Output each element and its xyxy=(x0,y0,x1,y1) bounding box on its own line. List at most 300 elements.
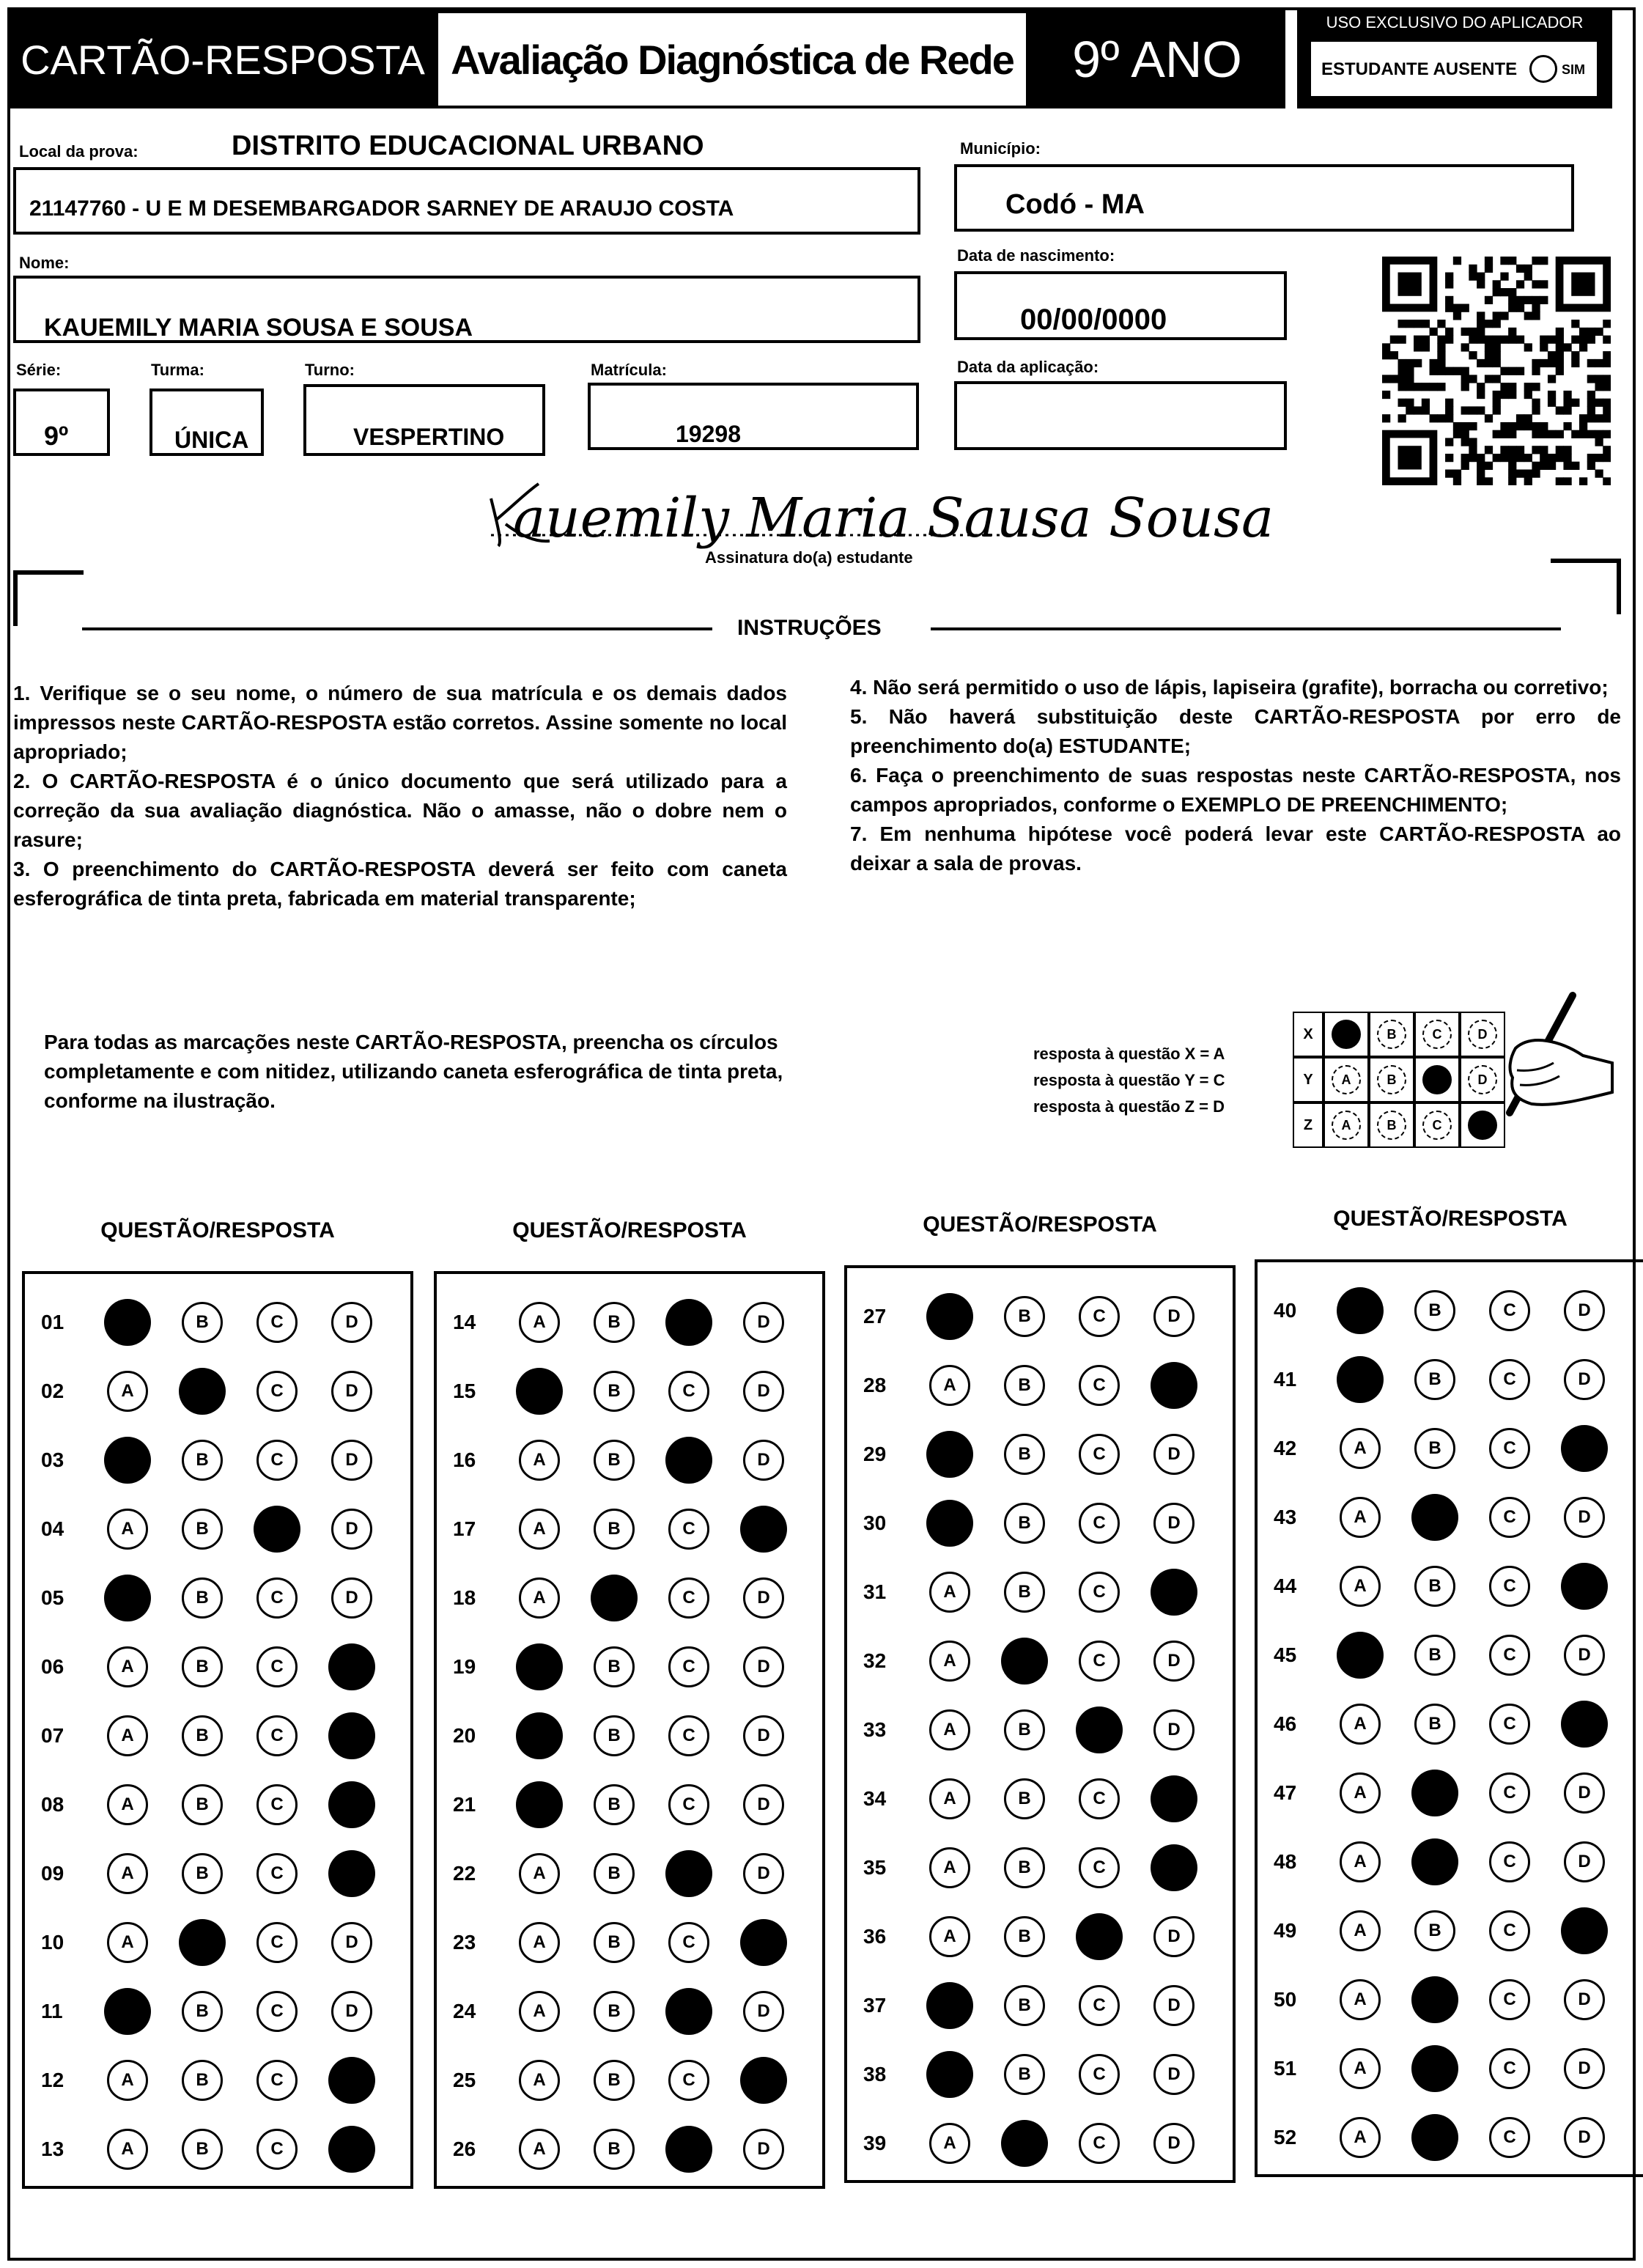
question-number: 34 xyxy=(863,1787,887,1810)
answer-bubble-d[interactable]: D xyxy=(1564,1772,1605,1814)
answer-bubble-d[interactable]: D xyxy=(331,1440,372,1481)
answer-bubble-b[interactable]: B xyxy=(594,2060,635,2101)
nascimento-value: 00/00/0000 xyxy=(1020,303,1167,336)
answer-bubble-c[interactable]: C xyxy=(256,2129,298,2170)
answer-bubble-d[interactable]: D xyxy=(1153,2123,1195,2164)
answer-bubble-c[interactable]: C xyxy=(1489,1428,1530,1469)
instructions-left xyxy=(13,679,787,913)
question-number: 21 xyxy=(453,1793,476,1816)
answer-bubble-c[interactable]: C xyxy=(1489,1497,1530,1538)
answer-bubble-a[interactable]: A xyxy=(519,1302,560,1343)
answer-bubble-a[interactable]: A xyxy=(519,2060,560,2101)
instruction-3: 3. O preenchimento do CARTÃO-RESPOSTA deverá ser feito com caneta esferográfica de tinta preta, fabricada em material transparente; xyxy=(13,858,787,910)
question-number: 02 xyxy=(41,1380,64,1402)
answer-bubble-c[interactable]: C xyxy=(256,1922,298,1963)
answer-bubble-a[interactable] xyxy=(926,2051,973,2098)
answer-bubble-d[interactable]: D xyxy=(743,1371,784,1412)
answer-bubble-d[interactable] xyxy=(1151,1362,1197,1409)
question-number: 38 xyxy=(863,2063,887,2085)
answer-bubble-b[interactable]: B xyxy=(182,1509,223,1550)
answer-bubble-a[interactable]: A xyxy=(107,1853,148,1894)
answer-bubble-c[interactable]: C xyxy=(256,2060,298,2101)
answer-bubble-b[interactable] xyxy=(1411,2045,1458,2092)
example-bubble: D xyxy=(1468,1065,1497,1094)
answer-bubble-c[interactable]: C xyxy=(1079,1847,1120,1888)
answer-bubble-c[interactable]: C xyxy=(668,1371,709,1412)
answer-bubble-b[interactable]: B xyxy=(594,1646,635,1687)
answer-bubble-d[interactable] xyxy=(1561,1425,1608,1472)
answer-bubble-a[interactable]: A xyxy=(107,1371,148,1412)
applicator-label: USO EXCLUSIVO DO APLICADOR xyxy=(1326,13,1584,32)
answer-bubble-c[interactable] xyxy=(665,2126,712,2173)
example-bubble: D xyxy=(1468,1020,1497,1049)
answer-bubble-d[interactable]: D xyxy=(1153,1434,1195,1475)
answer-bubble-b[interactable] xyxy=(179,1919,226,1966)
column-title: QUESTÃO/RESPOSTA xyxy=(100,1218,335,1242)
answer-bubble-a[interactable]: A xyxy=(519,1577,560,1619)
answer-bubble-b[interactable]: B xyxy=(594,1302,635,1343)
answer-bubble-b[interactable] xyxy=(179,1368,226,1415)
answer-bubble-b[interactable]: B xyxy=(182,1715,223,1756)
answer-bubble-c[interactable]: C xyxy=(256,1853,298,1894)
question-number: 03 xyxy=(41,1448,64,1471)
example-line-y: resposta à questão Y = C xyxy=(1033,1071,1225,1089)
example-lines xyxy=(1033,1041,1225,1120)
answer-bubble-b[interactable]: B xyxy=(594,1922,635,1963)
answer-bubble-a[interactable]: A xyxy=(1340,1772,1381,1814)
answer-bubble-b[interactable]: B xyxy=(1004,2054,1045,2095)
answer-bubble-b[interactable]: B xyxy=(1004,1503,1045,1544)
answer-bubble-d[interactable] xyxy=(328,2126,375,2173)
question-number: 31 xyxy=(863,1580,887,1603)
question-number: 05 xyxy=(41,1586,64,1609)
question-number: 15 xyxy=(453,1380,476,1402)
answer-bubble-b[interactable] xyxy=(1411,1770,1458,1816)
answer-column-1 xyxy=(22,1271,413,2189)
answer-bubble-c[interactable] xyxy=(665,1437,712,1484)
answer-bubble-d[interactable]: D xyxy=(1153,1916,1195,1957)
answer-bubble-a[interactable] xyxy=(516,1712,563,1759)
answer-bubble-b[interactable] xyxy=(1411,1838,1458,1885)
answer-bubble-b[interactable]: B xyxy=(1414,1704,1455,1745)
answer-bubble-a[interactable] xyxy=(926,1982,973,2029)
answer-bubble-d[interactable]: D xyxy=(743,1853,784,1894)
answer-bubble-b[interactable]: B xyxy=(1414,1566,1455,1607)
question-number: 06 xyxy=(41,1655,64,1678)
answer-bubble-d[interactable] xyxy=(328,1850,375,1897)
nascimento-box xyxy=(954,271,1287,340)
answer-bubble-d[interactable]: D xyxy=(331,1577,372,1619)
answer-bubble-c[interactable]: C xyxy=(256,1991,298,2032)
question-number: 49 xyxy=(1274,1919,1297,1942)
answer-bubble-c[interactable]: C xyxy=(1079,1503,1120,1544)
answer-bubble-a[interactable] xyxy=(516,1643,563,1690)
answer-bubble-a[interactable] xyxy=(104,1299,151,1346)
answer-bubble-b[interactable]: B xyxy=(1004,1296,1045,1337)
answer-bubble-c[interactable]: C xyxy=(1489,1290,1530,1331)
answer-bubble-a[interactable]: A xyxy=(1340,1497,1381,1538)
answer-bubble-c[interactable]: C xyxy=(1079,1778,1120,1819)
answer-bubble-c[interactable]: C xyxy=(668,2060,709,2101)
answer-bubble-d[interactable]: D xyxy=(743,1440,784,1481)
answer-bubble-c[interactable]: C xyxy=(256,1371,298,1412)
question-number: 45 xyxy=(1274,1643,1297,1666)
answer-bubble-c[interactable]: C xyxy=(668,1646,709,1687)
answer-bubble-b[interactable] xyxy=(1001,1638,1048,1685)
answer-bubble-a[interactable] xyxy=(516,1781,563,1828)
answer-bubble-c[interactable]: C xyxy=(256,1440,298,1481)
answer-bubble-d[interactable]: D xyxy=(331,1509,372,1550)
answer-bubble-d[interactable] xyxy=(328,1781,375,1828)
answer-bubble-b[interactable]: B xyxy=(182,2060,223,2101)
answer-bubble-a[interactable] xyxy=(926,1500,973,1547)
answer-bubble-c[interactable]: C xyxy=(668,1784,709,1825)
example-bubble: A xyxy=(1332,1065,1361,1094)
answer-bubble-b[interactable] xyxy=(1001,2120,1048,2167)
answer-bubble-c[interactable]: C xyxy=(668,1715,709,1756)
question-number: 23 xyxy=(453,1931,476,1954)
answer-bubble-b[interactable]: B xyxy=(182,1853,223,1894)
applicator-box xyxy=(1297,10,1612,108)
answer-bubble-d[interactable]: D xyxy=(1153,1985,1195,2026)
nome-label: Nome: xyxy=(19,254,70,272)
answer-bubble-b[interactable]: B xyxy=(182,1991,223,2032)
answer-bubble-d[interactable] xyxy=(1561,1701,1608,1748)
answer-bubble-c[interactable]: C xyxy=(256,1646,298,1687)
municipio-box xyxy=(954,164,1574,232)
answer-bubble-b[interactable]: B xyxy=(1414,1290,1455,1331)
answer-bubble-b[interactable]: B xyxy=(594,1853,635,1894)
question-number: 36 xyxy=(863,1925,887,1948)
answer-bubble-a[interactable]: A xyxy=(929,1847,970,1888)
example-filled-bubble xyxy=(1332,1020,1361,1049)
question-number: 16 xyxy=(453,1448,476,1471)
answer-bubble-a[interactable] xyxy=(1337,1287,1384,1334)
example-row-label: Z xyxy=(1293,1102,1323,1148)
school-value: 21147760 - U E M DESEMBARGADOR SARNEY DE ARAUJO COSTA xyxy=(29,196,734,221)
answer-bubble-b[interactable]: B xyxy=(182,1302,223,1343)
answer-bubble-a[interactable]: A xyxy=(1340,2117,1381,2158)
answer-bubble-b[interactable] xyxy=(1411,2114,1458,2161)
answer-bubble-d[interactable] xyxy=(1151,1844,1197,1891)
answer-bubble-c[interactable]: C xyxy=(1079,1296,1120,1337)
answer-bubble-b[interactable]: B xyxy=(1414,1428,1455,1469)
answer-bubble-a[interactable] xyxy=(104,1988,151,2035)
answer-bubble-d[interactable]: D xyxy=(1153,1641,1195,1682)
answer-bubble-b[interactable]: B xyxy=(1004,1778,1045,1819)
answer-bubble-b[interactable] xyxy=(591,1575,638,1621)
column-title: QUESTÃO/RESPOSTA xyxy=(923,1212,1157,1237)
answer-bubble-c[interactable]: C xyxy=(1489,1635,1530,1676)
answer-bubble-b[interactable]: B xyxy=(1004,1709,1045,1750)
answer-bubble-a[interactable]: A xyxy=(107,1922,148,1963)
answer-bubble-d[interactable]: D xyxy=(743,1991,784,2032)
example-bubble: B xyxy=(1377,1111,1406,1140)
evaluation-title: Avaliação Diagnóstica de Rede xyxy=(435,10,1029,108)
answer-bubble-a[interactable]: A xyxy=(107,1715,148,1756)
example-line-z: resposta à questão Z = D xyxy=(1033,1097,1225,1116)
answer-bubble-b[interactable]: B xyxy=(1414,1359,1455,1400)
answer-bubble-c[interactable]: C xyxy=(1489,1979,1530,2020)
answer-bubble-c[interactable]: C xyxy=(1489,1566,1530,1607)
answer-bubble-c[interactable]: C xyxy=(1079,1985,1120,2026)
question-number: 43 xyxy=(1274,1506,1297,1528)
answer-bubble-d[interactable]: D xyxy=(1564,1841,1605,1882)
answer-bubble-b[interactable] xyxy=(1411,1494,1458,1541)
answer-bubble-a[interactable]: A xyxy=(107,2129,148,2170)
card-title: CARTÃO-RESPOSTA xyxy=(10,10,435,108)
answer-bubble-d[interactable]: D xyxy=(331,1302,372,1343)
question-number: 01 xyxy=(41,1311,64,1333)
instruction-2: 2. O CARTÃO-RESPOSTA é o único documento que será utilizado para a correção da sua avaliação diagnóstica. Não o amasse, não o dobre nem o rasure; xyxy=(13,770,787,851)
frame-corner-left xyxy=(13,570,84,626)
answer-bubble-c[interactable]: C xyxy=(1079,1434,1120,1475)
answer-bubble-d[interactable] xyxy=(1561,1907,1608,1954)
absent-option-label: SIM xyxy=(1562,62,1586,77)
answer-bubble-b[interactable]: B xyxy=(594,1509,635,1550)
question-number: 44 xyxy=(1274,1575,1297,1597)
answer-bubble-a[interactable] xyxy=(1337,1632,1384,1679)
answer-bubble-d[interactable]: D xyxy=(743,1715,784,1756)
answer-bubble-b[interactable]: B xyxy=(1004,1434,1045,1475)
answer-bubble-a[interactable] xyxy=(1337,1356,1384,1403)
answer-bubble-a[interactable]: A xyxy=(1340,1910,1381,1951)
grade-title: 9º ANO xyxy=(1029,10,1285,108)
question-number: 24 xyxy=(453,2000,476,2022)
answer-bubble-a[interactable] xyxy=(516,1368,563,1415)
serie-label: Série: xyxy=(16,361,62,379)
answer-bubble-a[interactable]: A xyxy=(519,1853,560,1894)
answer-bubble-a[interactable] xyxy=(926,1431,973,1478)
answer-bubble-d[interactable] xyxy=(740,1919,787,1966)
answer-bubble-d[interactable]: D xyxy=(743,2129,784,2170)
answer-bubble-d[interactable]: D xyxy=(1564,1497,1605,1538)
answer-bubble-d[interactable]: D xyxy=(331,1371,372,1412)
frame-corner-right xyxy=(1551,559,1621,614)
answer-bubble-c[interactable]: C xyxy=(1079,2054,1120,2095)
example-cell xyxy=(1323,1012,1369,1057)
question-number: 48 xyxy=(1274,1850,1297,1873)
answer-bubble-d[interactable]: D xyxy=(1153,1296,1195,1337)
nome-value: KAUEMILY MARIA SOUSA E SOUSA xyxy=(44,314,473,342)
answer-bubble-d[interactable]: D xyxy=(1564,1635,1605,1676)
answer-bubble-a[interactable]: A xyxy=(929,1778,970,1819)
answer-bubble-a[interactable]: A xyxy=(519,1440,560,1481)
answer-bubble-c[interactable] xyxy=(665,1850,712,1897)
answer-bubble-a[interactable]: A xyxy=(1340,1428,1381,1469)
answer-bubble-c[interactable] xyxy=(665,1988,712,2035)
turma-label: Turma: xyxy=(151,361,204,379)
answer-bubble-d[interactable]: D xyxy=(1564,1359,1605,1400)
answer-bubble-a[interactable]: A xyxy=(929,1365,970,1406)
example-line-x: resposta à questão X = A xyxy=(1033,1045,1225,1063)
answer-bubble-b[interactable]: B xyxy=(182,1440,223,1481)
nascimento-label: Data de nascimento: xyxy=(957,246,1115,265)
answer-bubble-b[interactable]: B xyxy=(182,1784,223,1825)
answer-bubble-a[interactable]: A xyxy=(929,1641,970,1682)
turno-value: VESPERTINO xyxy=(353,424,505,450)
answer-bubble-a[interactable]: A xyxy=(1340,2048,1381,2089)
question-number: 28 xyxy=(863,1374,887,1396)
question-number: 37 xyxy=(863,1994,887,2017)
column-title: QUESTÃO/RESPOSTA xyxy=(512,1218,747,1242)
example-cell xyxy=(1414,1012,1460,1057)
answer-bubble-a[interactable]: A xyxy=(107,1646,148,1687)
answer-bubble-d[interactable] xyxy=(740,1506,787,1553)
example-filled-bubble xyxy=(1422,1065,1452,1094)
answer-bubble-b[interactable]: B xyxy=(594,1991,635,2032)
answer-bubble-b[interactable]: B xyxy=(594,2129,635,2170)
answer-bubble-b[interactable]: B xyxy=(594,1440,635,1481)
question-number: 13 xyxy=(41,2138,64,2160)
answer-bubble-d[interactable]: D xyxy=(331,1922,372,1963)
answer-bubble-b[interactable]: B xyxy=(594,1715,635,1756)
answer-bubble-c[interactable]: C xyxy=(1489,1704,1530,1745)
answer-bubble-b[interactable]: B xyxy=(182,1646,223,1687)
column-title: QUESTÃO/RESPOSTA xyxy=(1333,1207,1568,1231)
example-cell xyxy=(1323,1102,1369,1148)
answer-bubble-a[interactable]: A xyxy=(107,1509,148,1550)
absent-bubble[interactable] xyxy=(1529,55,1557,83)
answer-bubble-d[interactable]: D xyxy=(331,1991,372,2032)
question-number: 18 xyxy=(453,1586,476,1609)
example-bubble: B xyxy=(1377,1065,1406,1094)
answer-bubble-a[interactable]: A xyxy=(1340,1841,1381,1882)
matricula-box xyxy=(588,383,919,450)
answer-bubble-b[interactable]: B xyxy=(182,2129,223,2170)
example-bubble: B xyxy=(1377,1020,1406,1049)
answer-bubble-c[interactable]: C xyxy=(256,1577,298,1619)
question-number: 09 xyxy=(41,1862,64,1885)
instructions-title: INSTRUÇÕES xyxy=(737,616,882,640)
answer-bubble-b[interactable] xyxy=(1411,1976,1458,2023)
answer-bubble-b[interactable]: B xyxy=(1004,1847,1045,1888)
answer-bubble-d[interactable] xyxy=(1561,1563,1608,1610)
answer-bubble-a[interactable]: A xyxy=(1340,1704,1381,1745)
answer-bubble-d[interactable]: D xyxy=(743,1784,784,1825)
answer-bubble-a[interactable]: A xyxy=(519,1509,560,1550)
answer-bubble-a[interactable] xyxy=(104,1437,151,1484)
answer-bubble-c[interactable]: C xyxy=(256,1784,298,1825)
turno-label: Turno: xyxy=(305,361,355,379)
answer-bubble-d[interactable]: D xyxy=(1564,2117,1605,2158)
answer-bubble-b[interactable]: B xyxy=(1004,1916,1045,1957)
answer-bubble-c[interactable]: C xyxy=(1079,1365,1120,1406)
answer-bubble-d[interactable]: D xyxy=(743,1646,784,1687)
question-number: 04 xyxy=(41,1517,64,1540)
answer-bubble-d[interactable] xyxy=(328,1643,375,1690)
answer-bubble-d[interactable]: D xyxy=(1564,1979,1605,2020)
answer-bubble-a[interactable]: A xyxy=(519,2129,560,2170)
answer-bubble-b[interactable]: B xyxy=(1004,1365,1045,1406)
answer-bubble-d[interactable] xyxy=(1151,1569,1197,1616)
answer-bubble-c[interactable]: C xyxy=(1489,2048,1530,2089)
answer-bubble-b[interactable]: B xyxy=(1004,1985,1045,2026)
answer-bubble-d[interactable]: D xyxy=(1153,1709,1195,1750)
answer-bubble-c[interactable]: C xyxy=(1489,1910,1530,1951)
question-number: 27 xyxy=(863,1305,887,1328)
question-number: 50 xyxy=(1274,1988,1297,2011)
answer-bubble-c[interactable] xyxy=(665,1299,712,1346)
answer-bubble-a[interactable]: A xyxy=(929,2123,970,2164)
question-number: 14 xyxy=(453,1311,476,1333)
answer-bubble-d[interactable]: D xyxy=(743,1577,784,1619)
answer-bubble-c[interactable]: C xyxy=(1079,1572,1120,1613)
answer-bubble-a[interactable]: A xyxy=(929,1572,970,1613)
answer-bubble-c[interactable] xyxy=(1076,1706,1123,1753)
answer-bubble-a[interactable] xyxy=(104,1575,151,1621)
answer-bubble-b[interactable]: B xyxy=(182,1577,223,1619)
answer-bubble-c[interactable]: C xyxy=(1489,1772,1530,1814)
question-number: 11 xyxy=(41,2000,63,2022)
answer-bubble-a[interactable]: A xyxy=(929,1916,970,1957)
answer-bubble-d[interactable]: D xyxy=(743,1302,784,1343)
example-cell xyxy=(1369,1102,1414,1148)
answer-bubble-b[interactable]: B xyxy=(1414,1910,1455,1951)
answer-bubble-b[interactable]: B xyxy=(594,1784,635,1825)
aplicacao-label: Data da aplicação: xyxy=(957,358,1099,376)
question-number: 39 xyxy=(863,2132,887,2154)
answer-bubble-a[interactable]: A xyxy=(1340,1979,1381,2020)
answer-bubble-a[interactable]: A xyxy=(107,1784,148,1825)
answer-bubble-c[interactable]: C xyxy=(256,1302,298,1343)
answer-bubble-b[interactable]: B xyxy=(1004,1572,1045,1613)
answer-bubble-a[interactable]: A xyxy=(519,1922,560,1963)
example-cell xyxy=(1369,1057,1414,1102)
answer-bubble-c[interactable]: C xyxy=(1489,1841,1530,1882)
answer-bubble-c[interactable]: C xyxy=(1079,2123,1120,2164)
answer-bubble-c[interactable] xyxy=(254,1506,300,1553)
answer-bubble-c[interactable]: C xyxy=(668,1509,709,1550)
absent-field xyxy=(1309,40,1599,98)
answer-bubble-c[interactable]: C xyxy=(668,1577,709,1619)
answer-bubble-d[interactable]: D xyxy=(1153,1503,1195,1544)
answer-bubble-a[interactable]: A xyxy=(929,1709,970,1750)
question-number: 51 xyxy=(1274,2057,1297,2080)
answer-bubble-a[interactable]: A xyxy=(1340,1566,1381,1607)
answer-bubble-c[interactable]: C xyxy=(668,1922,709,1963)
answer-bubble-a[interactable]: A xyxy=(107,2060,148,2101)
answer-bubble-c[interactable]: C xyxy=(256,1715,298,1756)
answer-bubble-d[interactable]: D xyxy=(1564,1290,1605,1331)
instruction-5: 5. Não haverá substituição deste CARTÃO-RESPOSTA por erro de preenchimento do(a) ESTUDANTE; xyxy=(850,705,1621,757)
question-number: 17 xyxy=(453,1517,476,1540)
answer-bubble-c[interactable]: C xyxy=(1489,1359,1530,1400)
serie-box xyxy=(13,389,110,456)
answer-bubble-c[interactable] xyxy=(1076,1913,1123,1960)
answer-bubble-a[interactable] xyxy=(926,1293,973,1340)
answer-bubble-d[interactable] xyxy=(328,2057,375,2104)
question-number: 35 xyxy=(863,1856,887,1879)
question-number: 52 xyxy=(1274,2126,1297,2149)
answer-bubble-a[interactable]: A xyxy=(519,1991,560,2032)
example-cell xyxy=(1414,1057,1460,1102)
answer-column-4 xyxy=(1255,1259,1643,2177)
matricula-label: Matrícula: xyxy=(591,361,667,379)
question-number: 12 xyxy=(41,2069,64,2091)
answer-bubble-b[interactable]: B xyxy=(594,1371,635,1412)
answer-bubble-d[interactable] xyxy=(1151,1775,1197,1822)
answer-bubble-d[interactable]: D xyxy=(1564,2048,1605,2089)
instructions-rule-left xyxy=(82,627,712,630)
answer-bubble-c[interactable]: C xyxy=(1489,2117,1530,2158)
answer-bubble-c[interactable]: C xyxy=(1079,1641,1120,1682)
answer-bubble-d[interactable] xyxy=(328,1712,375,1759)
question-number: 07 xyxy=(41,1724,64,1747)
answer-bubble-b[interactable]: B xyxy=(1414,1635,1455,1676)
answer-bubble-d[interactable]: D xyxy=(1153,2054,1195,2095)
answer-bubble-d[interactable] xyxy=(740,2057,787,2104)
